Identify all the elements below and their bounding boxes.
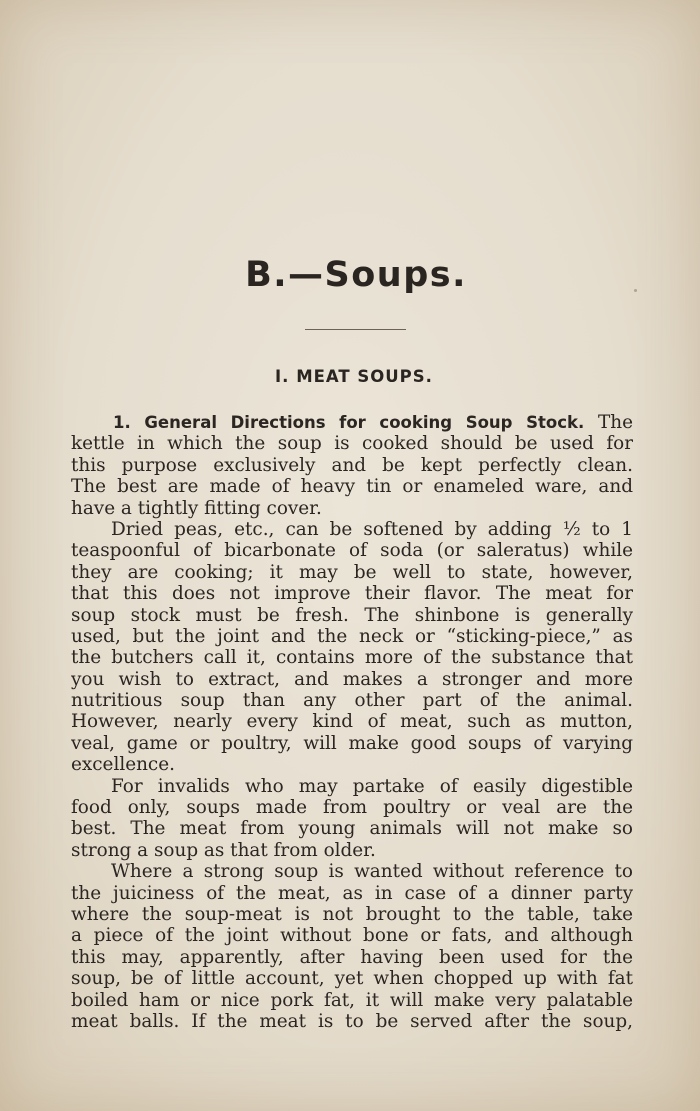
text-line: that this does not improve their flavor. The meat for — [71, 583, 633, 605]
text-line: used, but the joint and the neck or “sticking-piece,” as — [71, 625, 633, 647]
text-line: best. The meat from young animals will not make so — [71, 818, 633, 840]
text-line: where the soup-meat is not brought to the table, take — [71, 903, 633, 925]
text-line: nutritious soup than any other part of the animal. — [71, 690, 633, 712]
text-line: meat balls. If the meat is to be served after the soup, — [71, 1010, 633, 1032]
text-line: teaspoonful of bicarbonate of soda (or saleratus) while — [71, 540, 633, 562]
text-line: you wish to extract, and makes a stronger and more — [71, 668, 633, 690]
text-line: strong a soup as that from older. — [71, 839, 376, 861]
chapter-title: B.—Soups. — [245, 255, 467, 295]
text-line: this purpose exclusively and be kept perfectly clean. — [71, 454, 633, 476]
text-line: veal, game or poultry, will make good soups of varying — [71, 732, 633, 754]
text-line: have a tightly fitting cover. — [71, 497, 322, 519]
text-line: 1. General Directions for cooking Soup Stock. The — [113, 412, 633, 433]
text-line: soup, be of little account, yet when chopped up with fat — [71, 968, 633, 990]
paper-speck — [634, 289, 637, 292]
text-line: For invalids who may partake of easily digestible — [111, 775, 633, 797]
text-line: excellence. — [71, 754, 175, 776]
text-line: the butchers call it, contains more of the substance that — [71, 647, 633, 669]
text-line: the juiciness of the meat, as in case of a dinner party — [71, 882, 633, 904]
text-line: they are cooking; it may be well to state, however, — [71, 561, 633, 583]
text-line: However, nearly every kind of meat, such as mutton, — [71, 711, 633, 733]
text-line: this may, apparently, after having been used for the — [71, 946, 633, 968]
text-line: boiled ham or nice pork fat, it will make very palatable — [71, 989, 633, 1011]
text-line: soup stock must be fresh. The shinbone is generally — [71, 604, 633, 626]
text-line: The best are made of heavy tin or enameled ware, and — [71, 476, 633, 498]
text-line: Where a strong soup is wanted without reference to — [111, 861, 633, 883]
text-line: kettle in which the soup is cooked should be used for — [71, 433, 633, 455]
section-heading: I. MEAT SOUPS. — [275, 367, 433, 386]
text-line: Dried peas, etc., can be softened by adding ½ to 1 — [111, 518, 633, 540]
text-line: food only, soups made from poultry or veal are the — [71, 797, 633, 819]
body-text — [71, 412, 633, 1032]
paragraph-head: 1. General Directions for cooking Soup Stock. — [113, 413, 585, 432]
text-line: a piece of the joint without bone or fats, and although — [71, 925, 633, 947]
title-divider — [305, 329, 406, 330]
